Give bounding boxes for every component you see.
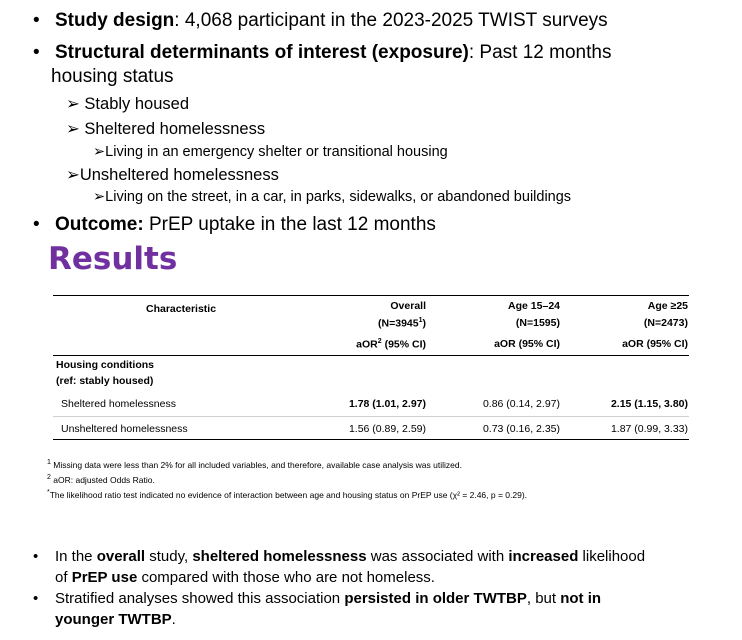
bullet-dot: •	[33, 10, 40, 31]
header-overall-n-text: (N=3945	[378, 317, 419, 330]
header-age-25-plus-n: (N=2473)	[643, 317, 688, 329]
arrow-bullet-icon: ➢	[93, 189, 106, 205]
bullet-text: : Past 12 months	[468, 42, 612, 63]
bold-run: persisted in older TWTBP	[344, 590, 527, 607]
bullet-text: : 4,068 participant in the 2023-2025 TWIST surveys	[174, 10, 608, 31]
conclusion-1	[33, 546, 645, 567]
footnote-3	[47, 487, 527, 501]
conclusion-1-line2	[55, 567, 435, 588]
footnote-text: The likelihood ratio test indicated no evidence of interaction between age and housing status on PrEP use (χ² = 2.46, p = 0.29).	[49, 489, 528, 500]
arrow-bullet-icon: ➢	[66, 120, 80, 138]
results-title: Results	[48, 241, 178, 277]
bold-run: PrEP use	[71, 569, 138, 586]
bold-run: younger TWTBP	[55, 611, 172, 628]
row-divider	[53, 416, 689, 417]
bullet-bold-label: Outcome:	[55, 214, 144, 235]
row-label-unsheltered: Unsheltered homelessness	[61, 423, 188, 435]
table-top-rule	[53, 295, 689, 296]
bullet-text: PrEP uptake in the last 12 months	[143, 214, 436, 235]
group-label-ref: (ref: stably housed)	[56, 375, 154, 387]
sub-item-label: Stably housed	[84, 95, 189, 113]
cell-unsheltered-age1: 0.73 (0.16, 2.35)	[482, 423, 560, 435]
text-run: likelihood	[578, 548, 646, 565]
bullet-bold-label: Structural determinants of interest (exposure)	[55, 42, 469, 63]
footnote-ref: 2	[377, 338, 382, 345]
bullet-bold-label: Study design	[55, 10, 175, 31]
subsub-item-unsheltered-definition	[93, 187, 571, 207]
bullet-dot: •	[33, 548, 39, 565]
bold-run: not in	[560, 590, 602, 607]
footnote-text: Missing data were less than 2% for all included variables, and therefore, available case analysis was utilized.	[53, 459, 462, 470]
bullet-dot: •	[33, 590, 39, 607]
bold-run: overall	[96, 548, 146, 565]
table-bottom-rule	[53, 439, 689, 440]
cell-unsheltered-overall: 1.56 (0.89, 2.59)	[348, 423, 426, 435]
header-age-25-plus-stat: aOR (95% CI)	[622, 338, 688, 350]
text-run: Stratified analyses showed this association	[55, 590, 345, 607]
text-run: .	[171, 611, 176, 628]
bullet-dot: •	[33, 42, 40, 63]
conclusion-2-line2	[55, 609, 176, 630]
text-run: , but	[526, 590, 561, 607]
arrow-bullet-icon: ➢	[66, 95, 80, 113]
sub-item-sheltered	[66, 118, 265, 140]
bullet-outcome	[33, 213, 436, 237]
header-stat-rest: (95% CI)	[381, 338, 426, 351]
bold-run: sheltered homelessness	[192, 548, 367, 565]
subsub-item-sheltered-definition	[93, 142, 448, 162]
group-label: Housing conditions	[56, 359, 154, 371]
bullet-study-design	[33, 9, 608, 33]
bullet-exposure-line2: housing status	[51, 66, 174, 87]
cell-unsheltered-age2: 1.87 (0.99, 3.33)	[610, 423, 688, 435]
header-overall-n	[340, 317, 426, 330]
header-age-15-24-n: (N=1595)	[515, 317, 560, 329]
bullet-dot: •	[33, 214, 40, 235]
text-run: compared with those who are not homeless.	[137, 569, 435, 586]
text-run: was associated with	[366, 548, 509, 565]
footnote-1	[47, 457, 462, 471]
footnote-2	[47, 472, 155, 486]
header-overall-stat	[340, 338, 426, 351]
header-characteristic: Characteristic	[146, 303, 217, 315]
cell-sheltered-overall: 1.78 (1.01, 2.97)	[348, 398, 426, 410]
header-age-15-24-stat: aOR (95% CI)	[494, 338, 560, 350]
table-header-rule	[53, 355, 689, 356]
header-overall-n-close: )	[422, 317, 426, 330]
cell-sheltered-age2: 2.15 (1.15, 3.80)	[610, 398, 688, 410]
header-overall: Overall	[390, 300, 426, 312]
arrow-bullet-icon: ➢	[93, 144, 106, 160]
footnote-mark: 2	[47, 474, 51, 481]
text-run: of	[55, 569, 72, 586]
subsub-item-label: Living on the street, in a car, in parks, sidewalks, or abandoned buildings	[105, 189, 572, 205]
footnote-mark: *	[47, 489, 50, 496]
arrow-bullet-icon: ➢	[66, 166, 80, 184]
sub-item-label: Unsheltered homelessness	[79, 166, 279, 184]
text-run: In the	[55, 548, 97, 565]
header-age-15-24: Age 15–24	[508, 300, 560, 312]
cell-sheltered-age1: 0.86 (0.14, 2.97)	[482, 398, 560, 410]
row-label-sheltered: Sheltered homelessness	[61, 398, 176, 410]
text-run: study,	[145, 548, 193, 565]
header-stat-text: aOR	[356, 338, 378, 351]
footnote-ref: 1	[418, 317, 423, 324]
sub-item-label: Sheltered homelessness	[84, 120, 266, 138]
bold-run: increased	[508, 548, 579, 565]
footnote-text: aOR: adjusted Odds Ratio.	[53, 474, 155, 485]
subsub-item-label: Living in an emergency shelter or transitional housing	[105, 144, 448, 160]
bullet-exposure	[33, 41, 611, 65]
footnote-mark: 1	[47, 459, 51, 466]
sub-item-unsheltered	[66, 164, 279, 186]
header-age-25-plus: Age ≥25	[647, 300, 688, 312]
conclusion-2	[33, 588, 601, 609]
sub-item-stably-housed	[66, 93, 189, 115]
